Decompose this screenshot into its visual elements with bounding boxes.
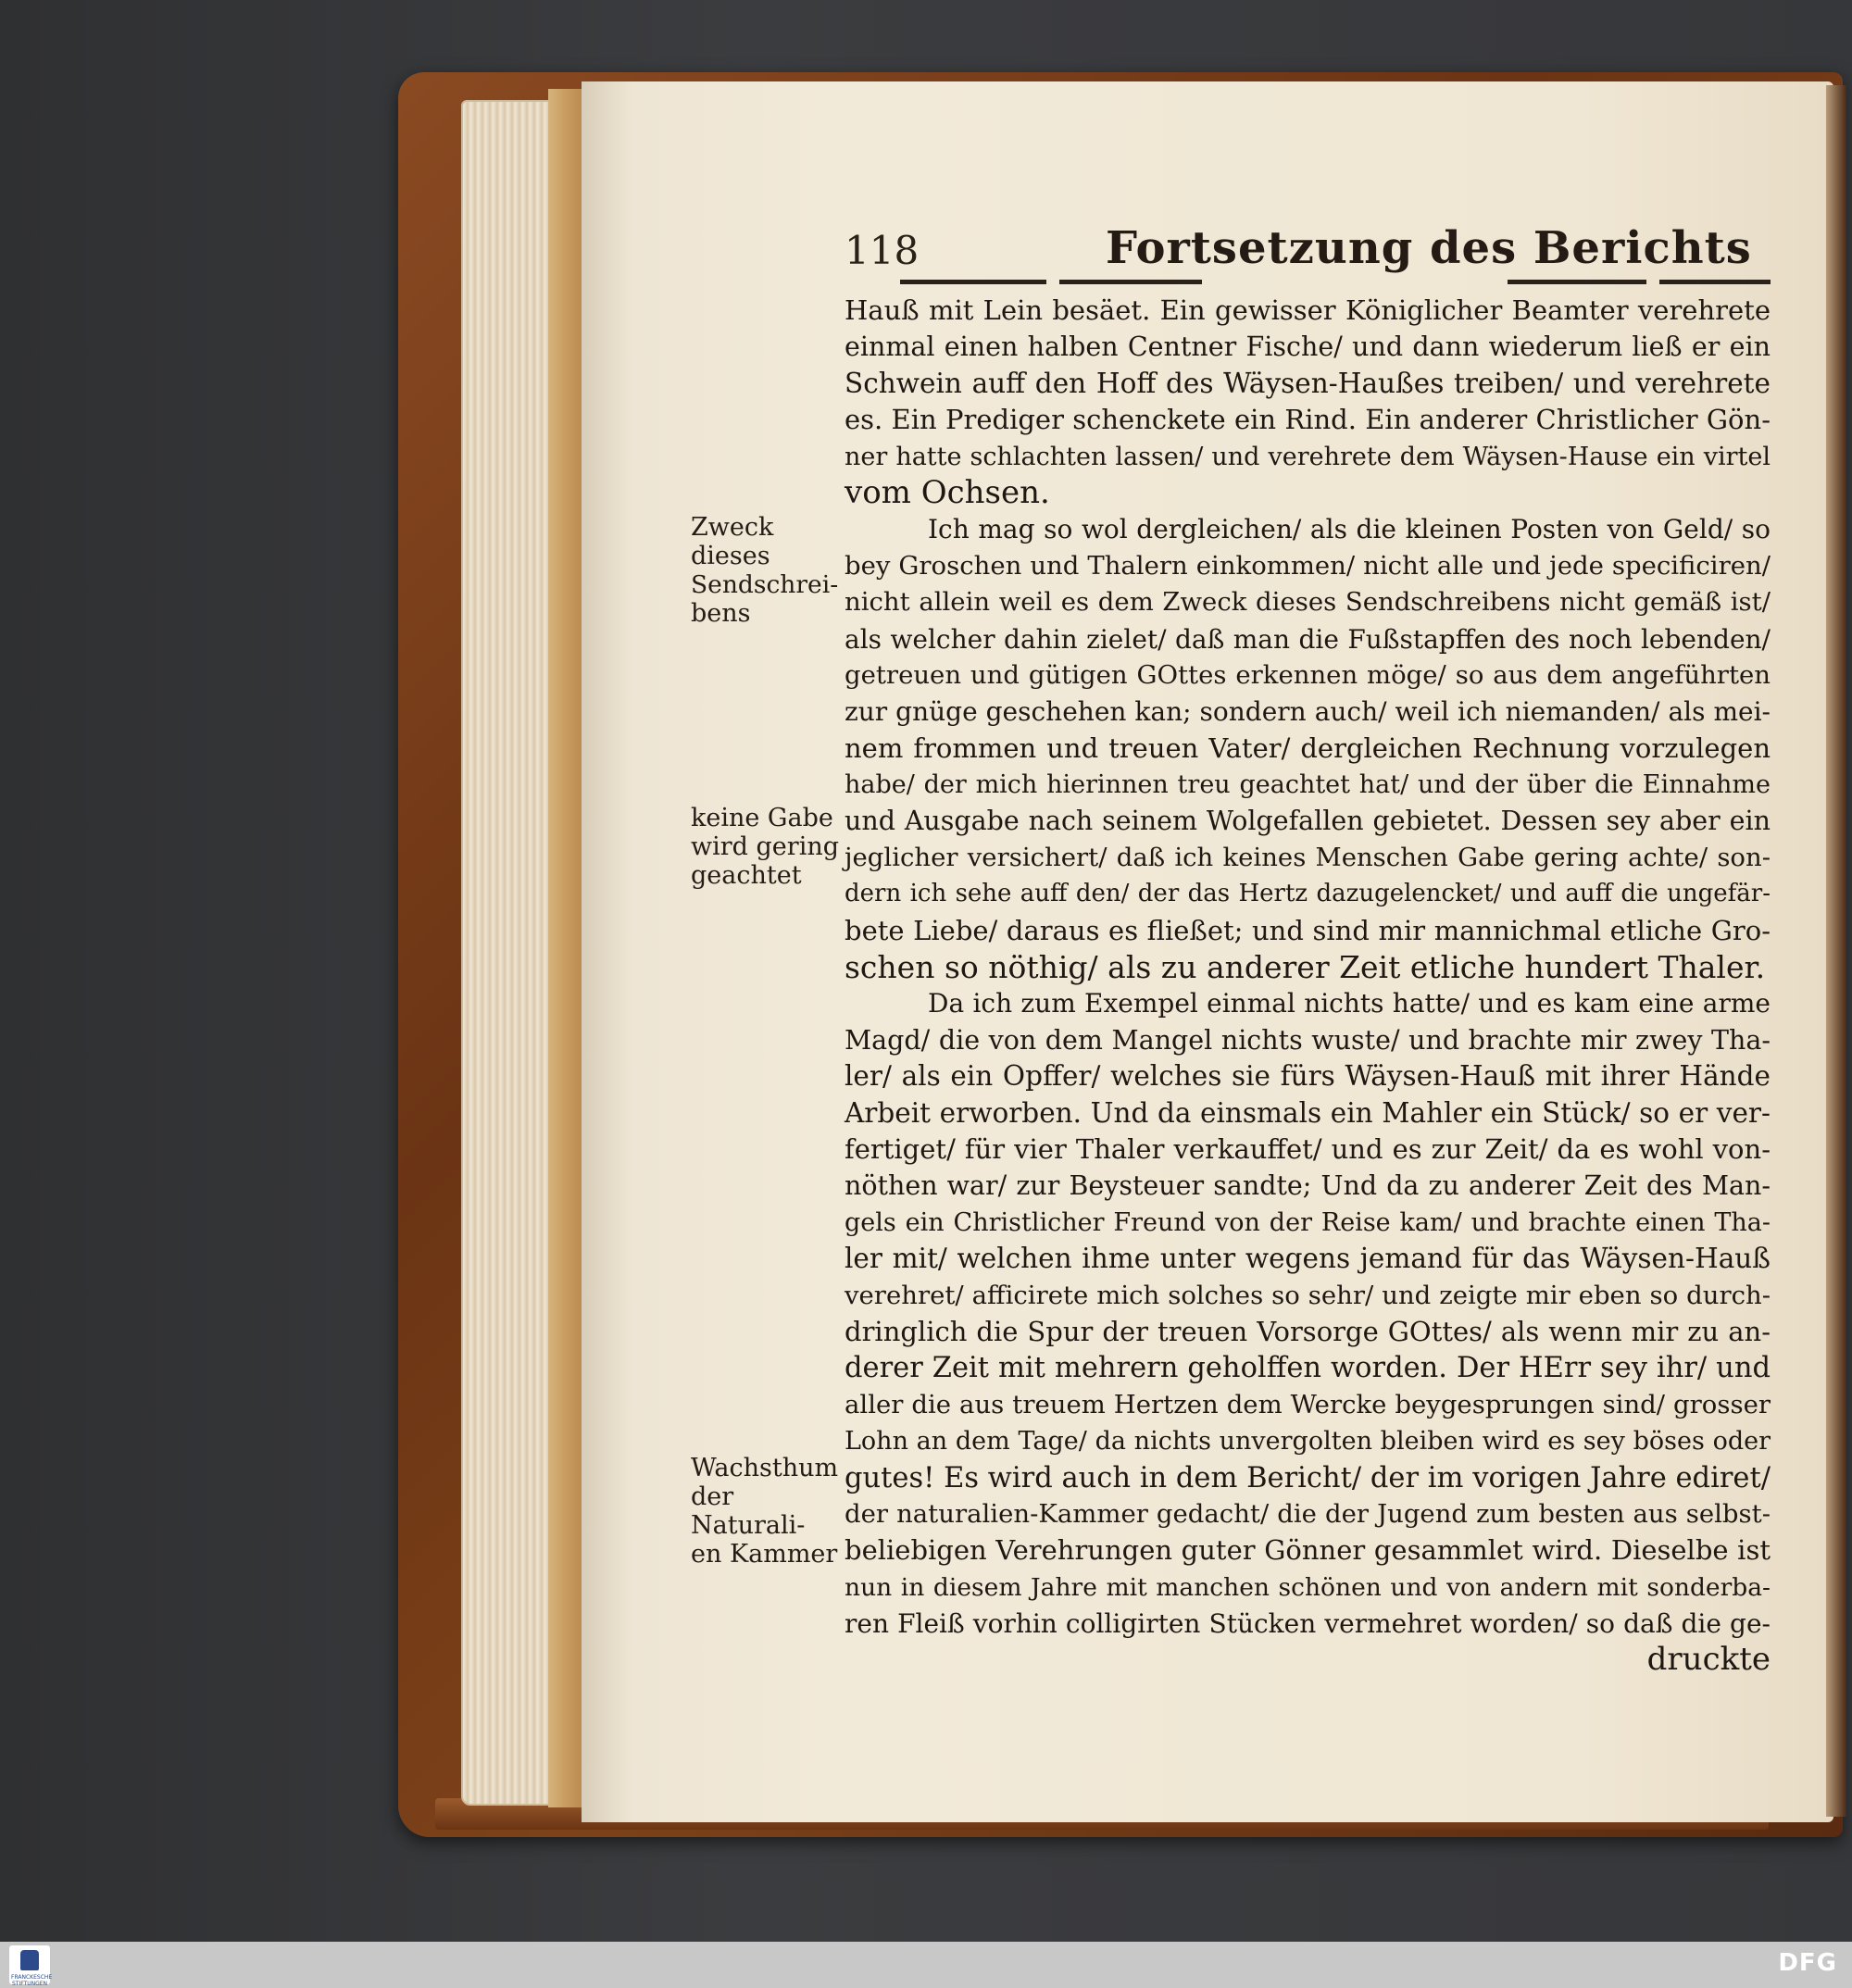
- text-line: gutes! Es wird auch in dem Bericht/ der im vorigen Jahre ediret/: [845, 1461, 1771, 1494]
- margin-note-line: Zweck dieses: [691, 513, 774, 570]
- main-text: [845, 293, 1771, 1679]
- text-line: Schwein auff den Hoff des Wäysen-Haußes treiben/ und verehrete: [845, 367, 1771, 399]
- running-head: Fortsetzung des Berichts: [1106, 222, 1752, 274]
- margin-note: [691, 513, 839, 628]
- institution-icon: [20, 1950, 39, 1970]
- margin-note-line: der Naturali-: [691, 1482, 806, 1540]
- text-line: bete Liebe/ daraus es fließet; und sind mir mannichmal etliche Gro-: [845, 914, 1771, 946]
- text-line: dringlich die Spur der treuen Vorsorge GOttes/ als wenn mir zu an-: [845, 1315, 1771, 1347]
- text-line: als welcher dahin zielet/ daß man die Fußstapffen des noch lebenden/: [845, 623, 1771, 655]
- text-line: nicht allein weil es dem Zweck dieses Sendschreibens nicht gemäß ist/: [845, 587, 1771, 618]
- margin-note: [691, 804, 839, 890]
- text-line: zur gnüge geschehen kan; sondern auch/ weil ich niemanden/ als mei-: [845, 696, 1771, 728]
- text-line: beliebigen Verehrungen guter Gönner gesammlet wird. Dieselbe ist: [845, 1534, 1771, 1567]
- text-line: Lohn an dem Tage/ da nichts unvergolten bleiben wird es sey böses oder: [845, 1427, 1771, 1457]
- text-line: gels ein Christlicher Freund von der Reise kam/ und brachte einen Tha-: [845, 1207, 1771, 1237]
- text-line: Da ich zum Exempel einmal nichts hatte/ und es kam eine arme: [928, 988, 1771, 1019]
- text-line: getreuen und gütigen GOttes erkennen möge/ so aus dem angeführten: [845, 659, 1771, 690]
- text-line: jeglicher versichert/ daß ich keines Menschen Gabe gering achte/ son-: [845, 842, 1771, 872]
- header-rule: [1659, 280, 1771, 284]
- text-line: Ich mag so wol dergleichen/ als die kleinen Posten von Geld/ so: [928, 514, 1771, 545]
- dfg-logo[interactable]: DFG: [1778, 1949, 1837, 1977]
- text-line: einmal einen halben Centner Fische/ und dann wiederum ließ er ein: [845, 331, 1771, 363]
- text-line: derer Zeit mit mehrern geholffen worden. Der HErr sey ihr/ und: [845, 1352, 1771, 1385]
- margin-note-line: wird gering: [691, 832, 839, 861]
- franckesche-stiftungen-logo[interactable]: [9, 1945, 53, 1987]
- text-line: nem frommen und treuen Vater/ dergleichen Rechnung vorzulegen: [845, 731, 1771, 764]
- margin-note-line: Sendschrei-: [691, 570, 839, 599]
- logo-caption: FRANCKESCHE STIFTUNGEN: [11, 1974, 53, 1987]
- page-gutter: [548, 89, 583, 1807]
- text-line: vom Ochsen.: [845, 473, 1050, 511]
- text-line: verehret/ afficirete mich solches so sehr/ und zeigte mir eben so durch-: [845, 1280, 1771, 1310]
- text-line: dern ich sehe auff den/ der das Hertz dazugelencket/ und auff die ungefär-: [845, 880, 1771, 908]
- text-line: aller die aus treuem Hertzen dem Wercke beygesprungen sind/ grosser: [845, 1389, 1771, 1419]
- text-line: ner hatte schlachten lassen/ und verehrete dem Wäysen-Hause ein virtel: [845, 442, 1771, 471]
- text-line: der naturalien-Kammer gedacht/ die der Jugend zum besten aus selbst-: [845, 1498, 1771, 1529]
- text-line: ler/ als ein Opffer/ welches sie fürs Wäysen-Hauß mit ihrer Hände: [845, 1060, 1771, 1093]
- text-line: fertiget/ für vier Thaler verkauffet/ und es zur Zeit/ da es wohl von-: [845, 1132, 1771, 1165]
- text-line: Hauß mit Lein besäet. Ein gewisser Königlicher Beamter verehrete: [845, 294, 1771, 326]
- text-line: Magd/ die von dem Mangel nichts wuste/ und brachte mir zwey Tha-: [845, 1024, 1771, 1056]
- header-rule: [1059, 280, 1202, 284]
- viewer-footer: [0, 1942, 1852, 1988]
- text-line: ren Fleiß vorhin colligirten Stücken vermehret worden/ so daß die ge-: [845, 1608, 1771, 1640]
- margin-note-line: bens: [691, 599, 751, 628]
- margin-note-line: Wachsthum: [691, 1454, 839, 1482]
- text-line: und Ausgabe nach seinem Wolgefallen gebietet. Dessen sey aber ein: [845, 806, 1771, 837]
- margin-note-line: geachtet: [691, 861, 802, 890]
- page-header: [845, 222, 1771, 283]
- page-number: 118: [845, 228, 920, 273]
- text-line: nun in diesem Jahre mit manchen schönen und von andern mit sonderba-: [845, 1572, 1771, 1602]
- page-right-edge: [1826, 85, 1846, 1817]
- text-line: nöthen war/ zur Beysteuer sandte; Und da zu anderer Zeit des Man-: [845, 1170, 1771, 1202]
- text-line: Arbeit erworben. Und da einsmals ein Mahler ein Stück/ so er ver-: [845, 1096, 1771, 1129]
- text-line: ler mit/ welchen ihme unter wegens jemand für das Wäysen-Hauß: [845, 1243, 1771, 1275]
- text-line: schen so nöthig/ als zu anderer Zeit etliche hundert Thaler.: [845, 949, 1766, 986]
- catchword: druckte: [1646, 1641, 1771, 1679]
- margin-note: [691, 1454, 839, 1569]
- margin-note-line: keine Gabe: [691, 804, 833, 832]
- margin-note-line: en Kammer: [691, 1540, 838, 1569]
- text-line: es. Ein Prediger schenckete ein Rind. Ein anderer Christlicher Gön-: [845, 404, 1771, 436]
- header-rule: [900, 280, 1046, 284]
- header-rule: [1508, 280, 1646, 284]
- text-line: habe/ der mich hierinnen treu geachtet hat/ und der über die Einnahme: [845, 770, 1771, 800]
- text-line: bey Groschen und Thalern einkommen/ nicht alle und jede specificiren/: [845, 550, 1771, 581]
